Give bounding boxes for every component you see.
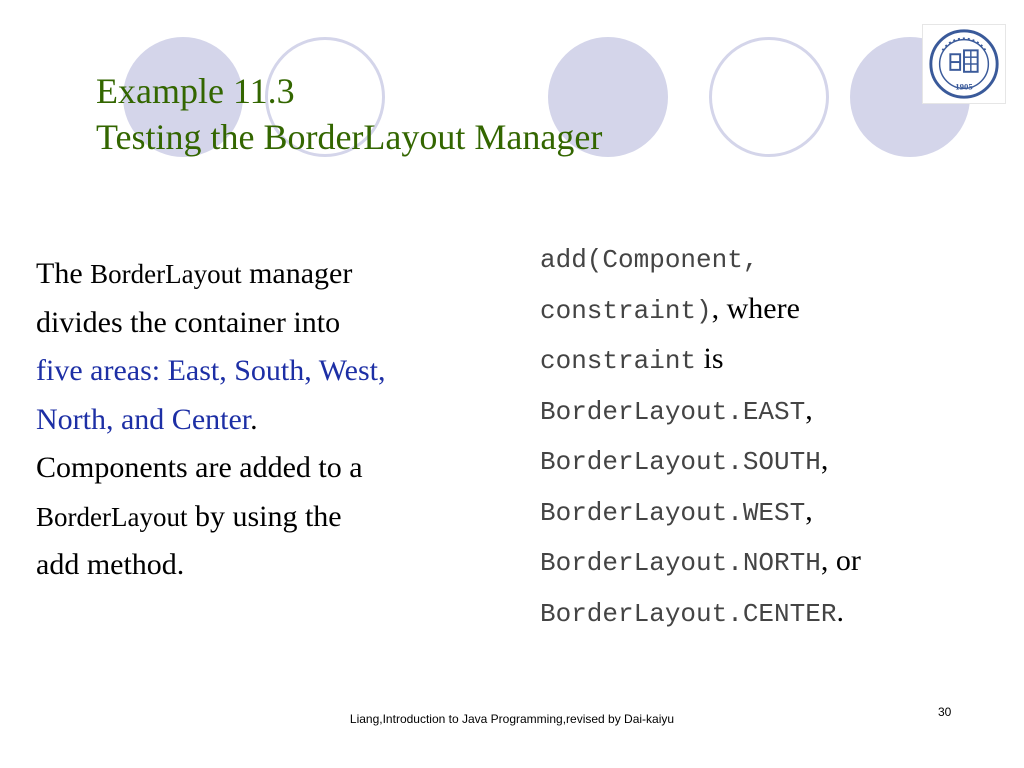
code-east: BorderLayout.EAST [540, 396, 806, 427]
code-west: BorderLayout.WEST [540, 497, 806, 528]
title-line-2: Testing the BorderLayout Manager [96, 117, 603, 157]
left-line-7: add method. [36, 548, 185, 581]
code-constraint-close: constraint) [540, 295, 712, 326]
left-paragraph [36, 250, 516, 590]
right-line-5 [540, 436, 1020, 487]
left-line-6 [36, 493, 516, 542]
left-line-2: divides the container into [36, 305, 341, 339]
left-text-manager: manager [241, 257, 353, 290]
title-line-1: Example 11.3 [96, 71, 295, 111]
decorative-ring-4 [709, 37, 829, 157]
university-seal-logo [922, 24, 1006, 104]
seal-year: 1905 [955, 81, 973, 92]
right-line-7 [540, 537, 1020, 588]
right-line-4 [540, 386, 1020, 437]
left-term-borderlayout-2: BorderLayout [36, 501, 188, 532]
left-line-1 [36, 250, 516, 299]
comma-3: , [805, 493, 813, 527]
code-center: BorderLayout.CENTER [540, 598, 837, 629]
code-constraint: constraint [540, 346, 697, 376]
left-term-borderlayout: BorderLayout [90, 259, 242, 289]
code-north: BorderLayout.NORTH [540, 548, 821, 578]
text-is: is [696, 342, 724, 375]
right-line-6 [540, 487, 1020, 538]
code-add-component: add(Component, [540, 245, 759, 275]
left-text-the: The [36, 257, 91, 290]
page-number: 30 [938, 705, 952, 719]
text-where: , where [711, 291, 800, 325]
seal-icon [923, 25, 1005, 103]
left-line-3: five areas: East, South, West, [36, 354, 386, 387]
left-line-5: Components are added to a [36, 451, 363, 484]
right-line-1 [540, 234, 1020, 285]
footer-credit: Liang,Introduction to Java Programming,revised by Dai-kaiyu [349, 712, 675, 726]
text-or: , or [820, 544, 861, 577]
right-line-2 [540, 285, 1020, 336]
slide-title [96, 68, 602, 160]
left-period: . [250, 402, 258, 436]
final-period: . [836, 594, 844, 628]
comma-1: , [805, 392, 813, 426]
left-text-by-using: by using the [187, 499, 342, 533]
code-south: BorderLayout.SOUTH [540, 447, 821, 477]
right-line-3 [540, 335, 1020, 386]
left-highlight-areas: North, and Center [36, 402, 251, 436]
left-line-4 [36, 396, 516, 445]
comma-2: , [820, 443, 829, 476]
right-line-8 [540, 588, 1020, 639]
right-paragraph [540, 234, 1020, 638]
